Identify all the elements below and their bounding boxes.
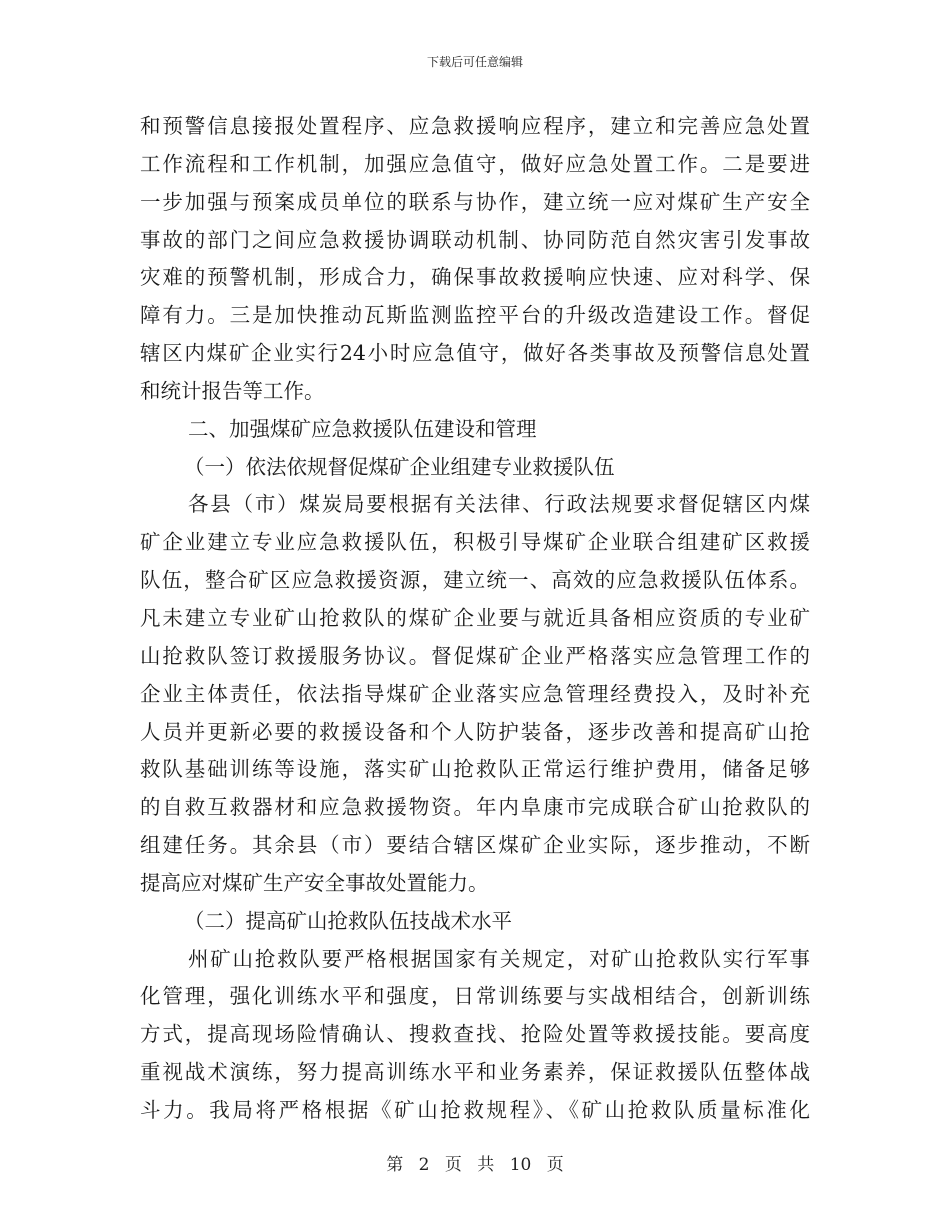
- body-line: 山抢救队签订救援服务协议。督促煤矿企业严格落实应急管理工作的: [140, 643, 810, 668]
- body-line: 队伍，整合矿区应急救援资源，建立统一、高效的应急救援队伍体系。: [140, 568, 810, 593]
- body-line: 州矿山抢救队要严格根据国家有关规定，对矿山抢救队实行军事: [188, 946, 810, 971]
- body-line: 企业主体责任，依法指导煤矿企业落实应急管理经费投入，及时补充: [140, 681, 810, 706]
- body-line: 和统计报告等工作。: [140, 378, 325, 403]
- page-header: 下载后可任意编辑: [426, 55, 523, 69]
- body-line: 事故的部门之间应急救援协调联动机制、协同防范自然灾害引发事故: [140, 227, 810, 252]
- subsection-heading: （一）依法依规督促煤矿企业组建专业救援队伍: [184, 454, 615, 479]
- body-line: 斗力。我局将严格根据《矿山抢救规程》、《矿山抢救队质量标准化: [140, 1097, 810, 1122]
- body-line: 方式，提高现场险情确认、搜救查找、抢险处置等救援技能。要高度: [140, 1022, 810, 1047]
- body-line: 工作流程和工作机制，加强应急值守，做好应急处置工作。二是要进: [140, 151, 810, 176]
- body-line: 矿企业建立专业应急救援队伍，积极引导煤矿企业联合组建矿区救援: [140, 530, 810, 555]
- page-footer: [0, 1150, 950, 1175]
- body-line: 化管理，强化训练水平和强度，日常训练要与实战相结合，创新训练: [140, 984, 810, 1009]
- body-line: 人员并更新必要的救援设备和个人防护装备，逐步改善和提高矿山抢: [140, 719, 810, 744]
- body-line: 的自救互救器材和应急救援物资。年内阜康市完成联合矿山抢救队的: [140, 795, 810, 820]
- footer-label-gong: 共: [477, 1155, 495, 1175]
- footer-total-pages: 10: [509, 1155, 532, 1175]
- body-line: 灾难的预警机制，形成合力，确保事故救援响应快速、应对科学、保: [140, 265, 810, 290]
- footer-label-ye: 页: [444, 1155, 462, 1175]
- footer-label-ye2: 页: [546, 1155, 564, 1175]
- body-line: 一步加强与预案成员单位的联系与协作，建立统一应对煤矿生产安全: [140, 189, 810, 214]
- body-line: 提高应对煤矿生产安全事故处置能力。: [140, 870, 489, 895]
- body-line: 救队基础训练等设施，落实矿山抢救队正常运行维护费用，储备足够: [140, 757, 810, 782]
- body-line: 重视战术演练，努力提高训练水平和业务素养，保证救援队伍整体战: [140, 1060, 810, 1085]
- document-body: [140, 108, 810, 1130]
- body-line: 和预警信息接报处置程序、应急救援响应程序，建立和完善应急处置: [140, 114, 810, 138]
- body-line: 辖区内煤矿企业实行24小时应急值守，做好各类事故及预警信息处置: [140, 341, 810, 366]
- body-line: 组建任务。其余县（市）要结合辖区煤矿企业实际，逐步推动，不断: [140, 833, 810, 858]
- subsection-heading: （二）提高矿山抢救队伍技战术水平: [184, 908, 512, 933]
- footer-page-number: 2: [418, 1155, 430, 1175]
- body-line: 障有力。三是加快推动瓦斯监测监控平台的升级改造建设工作。督促: [140, 303, 810, 328]
- body-line: 凡未建立专业矿山抢救队的煤矿企业要与就近具备相应资质的专业矿: [140, 605, 810, 630]
- footer-label-di: 第: [386, 1155, 404, 1175]
- body-line: 各县（市）煤炭局要根据有关法律、行政法规要求督促辖区内煤: [188, 492, 810, 517]
- section-heading: 二、加强煤矿应急救援队伍建设和管理: [188, 416, 537, 441]
